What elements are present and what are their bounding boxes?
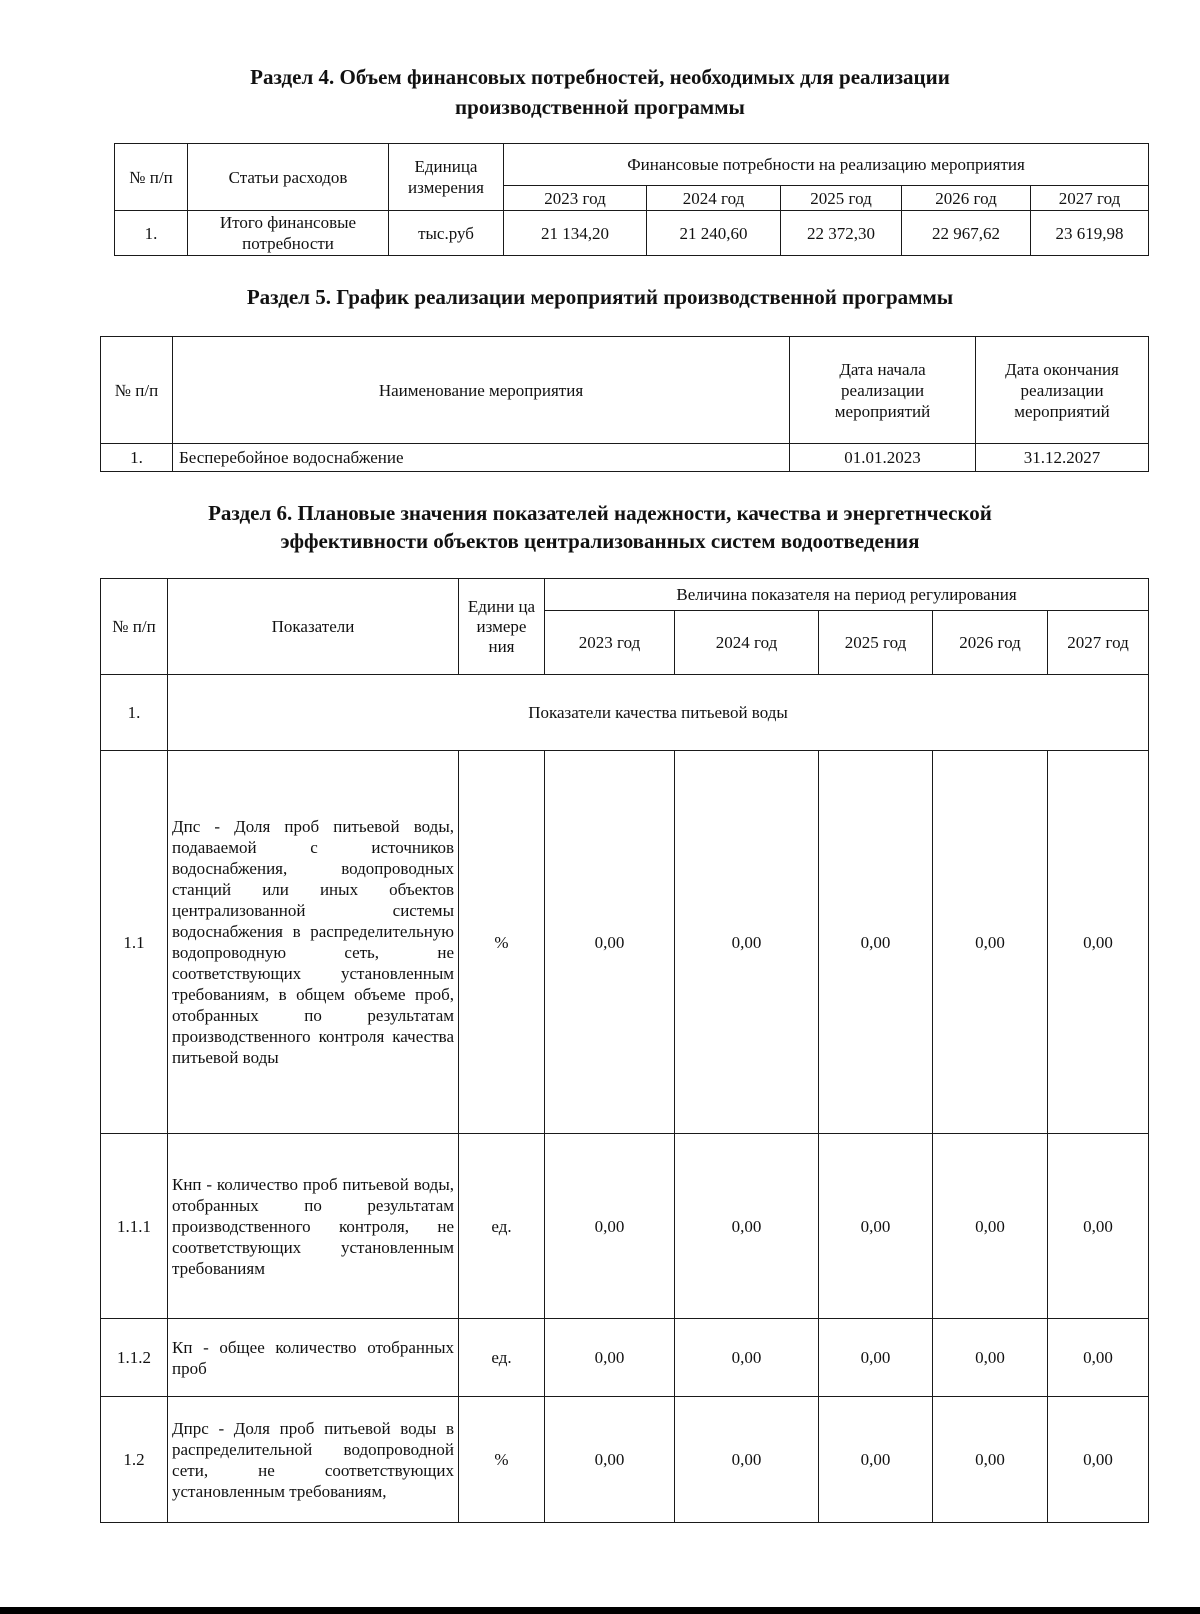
row-unit: тыс.руб: [389, 211, 504, 256]
col-header-start: Дата начала реализации мероприятий: [790, 337, 976, 444]
row-value: 23 619,98: [1031, 211, 1149, 256]
row-num: 1.: [101, 444, 173, 472]
row-unit: %: [459, 751, 545, 1134]
col-header-indicator: Показатели: [168, 579, 459, 675]
col-header-unit: Единица измерения: [389, 144, 504, 211]
row-value: 0,00: [675, 751, 819, 1134]
schedule-table: [100, 336, 1149, 472]
row-value: 0,00: [545, 1134, 675, 1319]
col-header-year: 2027 год: [1031, 186, 1149, 211]
row-unit: ед.: [459, 1319, 545, 1397]
row-value: 22 967,62: [902, 211, 1031, 256]
section6-title-line1: Раздел 6. Плановые значения показателей надежности, качества и энергетнческой: [208, 501, 992, 525]
table-row: [101, 1134, 1149, 1319]
row-unit: %: [459, 1397, 545, 1523]
col-header-year: 2023 год: [504, 186, 647, 211]
col-header-num: № п/п: [101, 579, 168, 675]
indicators-table: [100, 578, 1149, 1523]
row-value: 0,00: [675, 1319, 819, 1397]
col-header-year: 2027 год: [1048, 611, 1149, 675]
section6-title-line2: эффективности объектов централизованных систем водоотведения: [280, 529, 920, 553]
col-header-year: 2026 год: [933, 611, 1048, 675]
row-value: 0,00: [933, 1319, 1048, 1397]
col-header-num: № п/п: [101, 337, 173, 444]
group-num: 1.: [101, 675, 168, 751]
row-indicator-text: Кп - общее количество отобранных проб: [168, 1319, 459, 1397]
row-value: 0,00: [933, 1134, 1048, 1319]
section5-title: Раздел 5. График реализации мероприятий производственной программы: [246, 285, 954, 309]
row-value: 0,00: [933, 1397, 1048, 1523]
table-row: [101, 751, 1149, 1134]
col-header-year: 2023 год: [545, 611, 675, 675]
row-value: 0,00: [675, 1134, 819, 1319]
col-header-end: Дата окончания реализации мероприятий: [976, 337, 1149, 444]
table-row: [101, 1397, 1149, 1523]
col-header-year: 2025 год: [819, 611, 933, 675]
row-name: Бесперебойное водоснабжение: [173, 444, 790, 472]
row-value: 0,00: [819, 1134, 933, 1319]
row-value: 0,00: [1048, 1397, 1149, 1523]
row-value: 22 372,30: [781, 211, 902, 256]
financial-needs-table: [114, 143, 1149, 256]
table-row: [115, 211, 1149, 256]
row-end: 31.12.2027: [976, 444, 1149, 472]
section4-title-line2: производственной программы: [455, 95, 745, 119]
row-value: 21 240,60: [647, 211, 781, 256]
col-header-year: 2025 год: [781, 186, 902, 211]
row-value: 21 134,20: [504, 211, 647, 256]
col-header-name: Наименование мероприятия: [173, 337, 790, 444]
col-header-year: 2024 год: [647, 186, 781, 211]
row-value: 0,00: [1048, 1319, 1149, 1397]
col-header-year: 2026 год: [902, 186, 1031, 211]
section4-title-line1: Раздел 4. Объем финансовых потребностей, необходимых для реализации: [250, 65, 950, 89]
row-value: 0,00: [1048, 751, 1149, 1134]
row-num: 1.2: [101, 1397, 168, 1523]
row-value: 0,00: [675, 1397, 819, 1523]
row-unit: ед.: [459, 1134, 545, 1319]
row-num: 1.: [115, 211, 188, 256]
row-item: Итого финансовые потребности: [188, 211, 389, 256]
col-header-unit: Едини ца измере ния: [459, 579, 545, 675]
row-value: 0,00: [1048, 1134, 1149, 1319]
row-value: 0,00: [819, 751, 933, 1134]
row-value: 0,00: [819, 1397, 933, 1523]
group-label: Показатели качества питьевой воды: [168, 675, 1149, 751]
row-indicator-text: Дпрс - Доля проб питьевой воды в распределительной водопроводной сети, не соответствующих установленным требованиям,: [168, 1397, 459, 1523]
col-header-item: Статьи расходов: [188, 144, 389, 211]
col-header-group: Финансовые потребности на реализацию мероприятия: [504, 144, 1149, 186]
row-value: 0,00: [545, 751, 675, 1134]
row-num: 1.1.1: [101, 1134, 168, 1319]
row-num: 1.1: [101, 751, 168, 1134]
table-row: [101, 444, 1149, 472]
row-value: 0,00: [819, 1319, 933, 1397]
row-value: 0,00: [933, 751, 1048, 1134]
scan-bottom-edge: [0, 1607, 1200, 1614]
row-indicator-text: Дпс - Доля проб питьевой воды, подаваемой с источников водоснабжения, водопроводных станций или иных объектов централизованной системы водоснабжения в распределительную водопроводную сеть, не соответствующих установленным требованиям, в общем объеме проб, отобранных по результатам производственного контроля качества питьевой воды: [168, 751, 459, 1134]
col-header-group: Величина показателя на период регулирования: [545, 579, 1149, 611]
row-num: 1.1.2: [101, 1319, 168, 1397]
table-row: [101, 1319, 1149, 1397]
row-start: 01.01.2023: [790, 444, 976, 472]
row-value: 0,00: [545, 1397, 675, 1523]
col-header-num: № п/п: [115, 144, 188, 211]
row-indicator-text: Кнп - количество проб питьевой воды, отобранных по результатам производственного контроля, не соответствующих установленным требованиям: [168, 1134, 459, 1319]
col-header-year: 2024 год: [675, 611, 819, 675]
row-value: 0,00: [545, 1319, 675, 1397]
group-row: [101, 675, 1149, 751]
